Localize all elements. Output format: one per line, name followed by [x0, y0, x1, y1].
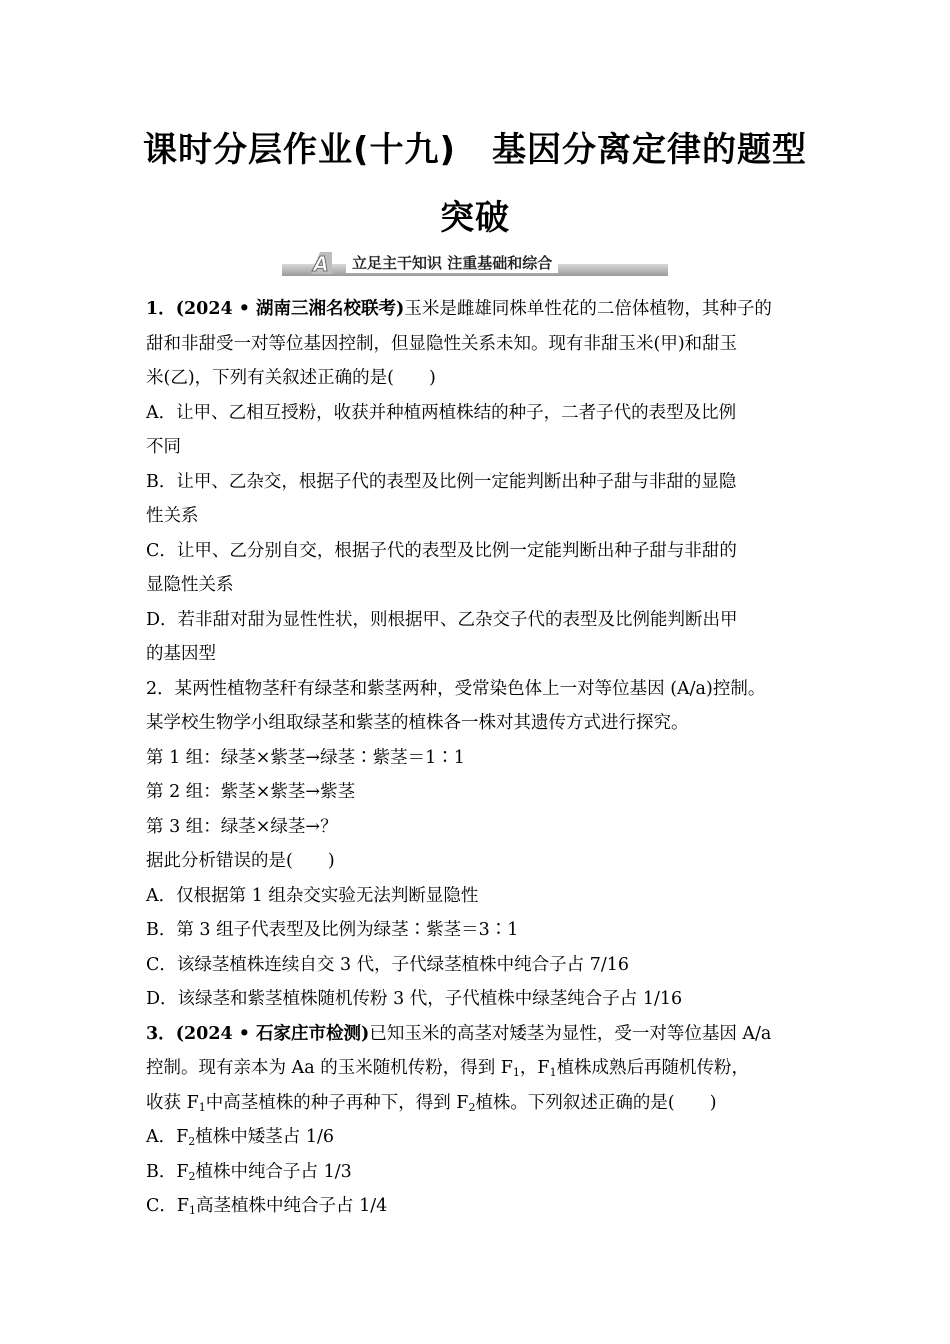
page-title — [0, 122, 950, 171]
q1-source: (2024 • 湖南三湘名校联考) — [175, 299, 405, 319]
q1-stem-line-3: 米(乙)，下列有关叙述正确的是( ) — [146, 368, 436, 388]
q2-stem-line-1: 2．某两性植物茎秆有绿茎和紫茎两种，受常染色体上一对等位基因 (A/a)控制。 — [146, 678, 766, 699]
q2-group-1: 第 1 组：绿茎×紫茎→绿茎∶紫茎＝1∶1 — [146, 747, 465, 768]
q2-group-3: 第 3 组：绿茎×绿茎→？ — [146, 816, 338, 837]
q2-option-c: C．该绿茎植株连续自交 3 代，子代绿茎植株中纯合子占 7/16 — [146, 954, 630, 975]
banner-label: 立足主干知识 注重基础和综合 — [346, 253, 558, 273]
questions — [146, 292, 826, 1224]
q2-stem-line-2: 某学校生物学小组取绿茎和紫茎的植株各一株对其遗传方式进行探究。 — [146, 713, 689, 733]
q1-stem-line-1: 1．(2024 • 湖南三湘名校联考)玉米是雌雄同株单性花的二倍体植物，其种子的 — [146, 299, 772, 319]
q3-source: (2024 • 石家庄市检测) — [175, 1023, 370, 1044]
title-part-1: 课时分层作业(十九) — [142, 130, 457, 170]
q2-question: 据此分析错误的是( ) — [146, 851, 335, 871]
section-banner — [282, 250, 668, 278]
q2-option-d: D．该绿茎和紫茎植株随机传粉 3 代，子代植株中绿茎纯合子占 1/16 — [146, 989, 683, 1009]
q1-option-b-cont: 性关系 — [146, 506, 199, 526]
banner-letter: A — [313, 252, 329, 276]
q1-option-c: C．让甲、乙分别自交，根据子代的表型及比例一定能判断出种子甜与非甜的 — [146, 540, 737, 561]
q1-option-a: A．让甲、乙相互授粉，收获并种植两植株结的种子，二者子代的表型及比例 — [146, 402, 737, 423]
q3-stem-line-2: 控制。现有亲本为 Aa 的玉米随机传粉，得到 $F_1$，$F_1$植株成熟后再随机传粉， — [146, 1058, 750, 1079]
q3-stem-line-3: 收获 $F_1$中高茎植株的种子再种下，得到 $F_2$植株。下列叙述正确的是( ) — [146, 1092, 717, 1114]
q1-option-d: D．若非甜对甜为显性性状，则根据甲、乙杂交子代的表型及比例能判断出甲 — [146, 609, 738, 630]
q3-option-b: B．$F_2$植株中纯合子占 1/3 — [146, 1161, 352, 1183]
q1-option-a-cont: 不同 — [146, 437, 181, 457]
letter-a-badge-icon — [308, 250, 336, 276]
q3-option-a: A．$F_2$植株中矮茎占 1/6 — [146, 1127, 335, 1148]
q1-stem-line-2: 甜和非甜受一对等位基因控制，但显隐性关系未知。现有非甜玉米(甲)和甜玉 — [146, 333, 738, 354]
q1-option-c-cont: 显隐性关系 — [146, 575, 234, 595]
page-title-line-2: 突破 — [440, 198, 510, 238]
title-part-2: 基因分离定律的题型 — [492, 130, 808, 170]
q3-stem-line-1: 3．(2024 • 石家庄市检测)已知玉米的高茎对矮茎为显性，受一对等位基因 A/a — [146, 1023, 772, 1044]
q3-option-c: C．$F_1$高茎植株中纯合子占 1/4 — [146, 1196, 388, 1217]
q2-option-b: B．第 3 组子代表型及比例为绿茎∶紫茎＝3∶1 — [146, 920, 519, 940]
q2-option-a: A．仅根据第 1 组杂交实验无法判断显隐性 — [146, 885, 479, 906]
q1-option-d-cont: 的基因型 — [146, 644, 216, 664]
q1-option-b: B．让甲、乙杂交，根据子代的表型及比例一定能判断出种子甜与非甜的显隐 — [146, 471, 737, 492]
q2-group-2: 第 2 组：紫茎×紫茎→紫茎 — [146, 782, 356, 802]
